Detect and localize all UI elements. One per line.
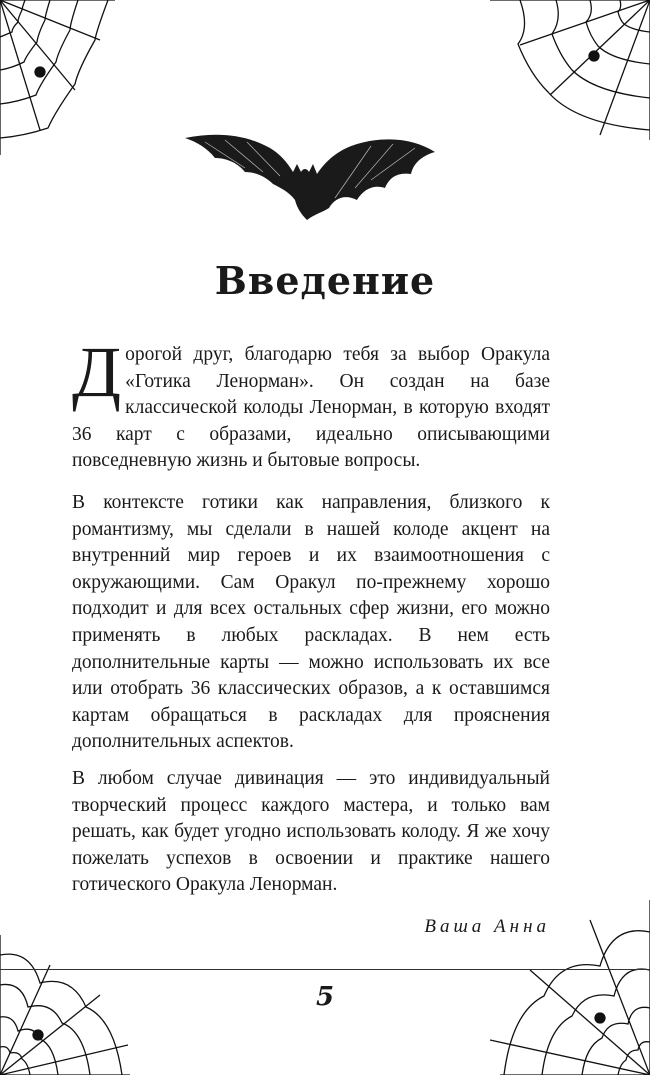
bat-icon xyxy=(185,128,435,223)
page-number: 5 xyxy=(315,982,335,1012)
intro-paragraph-text: орогой друг, благодарю тебя за выбор Оракула «Готика Ленорман». Он создан на базе классической колоды Ленорман, в которую входят 36 карт с образами, идеально описывающими повседневную жизнь и бытовые вопросы. xyxy=(72,344,550,472)
body-paragraph-3: В любом случае дивинация — это индивидуальный творческий процесс каждого мастера, и только вам решать, как будет угодно использовать колоду. Я же хочу пожелать успехов в освоении и практике нашего готического Оракула Ленорман. xyxy=(72,768,550,896)
footer-divider xyxy=(0,969,650,970)
spiderweb-top-right-icon xyxy=(490,0,650,140)
intro-paragraph xyxy=(72,332,550,475)
body-paragraph-2: В контексте готики как направления, близкого к романтизму, мы сделали в нашей колоде акцент на внутренний мир героев и их взаимоотношения с окружающими. Сам Оракул по-прежнему хорошо подходит и для всех остальных сфер жизни, его можно применять в любых раскладах. В нем есть дополнительные карты — можно использовать их все или отобрать 36 классических образов, а к оставшимся картам обращаться в раскладах для прояснения дополнительных аспектов. xyxy=(72,492,550,753)
author-signature: Ваша Анна xyxy=(424,916,550,937)
spiderweb-top-left-icon xyxy=(0,0,120,160)
drop-cap-letter: Д xyxy=(72,332,122,412)
page-title: Введение xyxy=(214,258,436,303)
